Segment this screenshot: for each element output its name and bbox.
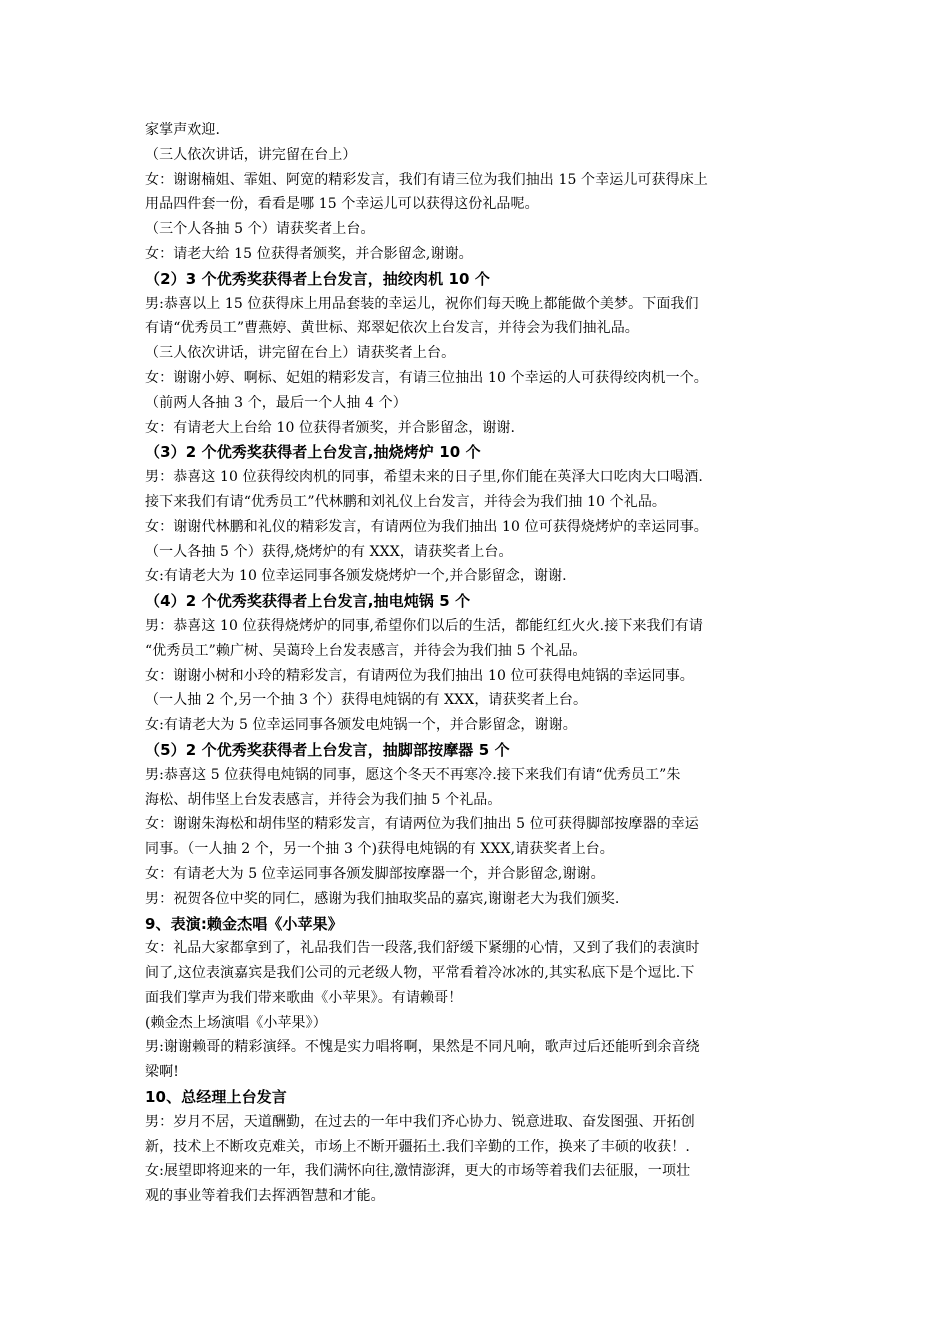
text-line: 女：谢谢代林鹏和礼仪的精彩发言，有请两位为我们抽出 10 位可获得烧烤炉的幸运同事。 — [145, 518, 708, 535]
text-line: 女：谢谢小树和小玲的精彩发言，有请两位为我们抽出 10 位可获得电炖锅的幸运同事。 — [145, 667, 694, 684]
text-line: （三个人各抽 5 个）请获奖者上台。 — [145, 221, 375, 238]
text-line: （三人依次讲话，讲完留在台上）请获奖者上台。 — [145, 345, 456, 362]
text-line: （前两人各抽 3 个，最后一个人抽 4 个） — [145, 394, 407, 411]
text-line: 新，技术上不断攻克难关，市场上不断开疆拓土.我们辛勤的工作，换来了丰硕的收获！. — [145, 1138, 690, 1155]
section-heading: （4）2 个优秀奖获得者上台发言,抽电炖锅 5 个 — [145, 592, 471, 611]
text-line: 女：有请老大上台给 10 位获得者颁奖，并合影留念，谢谢. — [145, 419, 516, 436]
text-line: 女：有请老大为 5 位幸运同事各颁发脚部按摩器一个，并合影留念,谢谢。 — [145, 865, 605, 882]
text-line: 男：祝贺各位中奖的同仁，感谢为我们抽取奖品的嘉宾,谢谢老大为我们颁奖. — [145, 890, 620, 907]
text-line: 用品四件套一份，看看是哪 15 个幸运儿可以获得这份礼品呢。 — [145, 196, 539, 213]
text-line: （一人抽 2 个,另一个抽 3 个）获得电炖锅的有 XXX，请获奖者上台。 — [145, 692, 588, 709]
text-line: 女：谢谢小婷、啊标、妃姐的精彩发言，有请三位抽出 10 个幸运的人可获得绞肉机一个。 — [145, 369, 708, 386]
text-line: 女:有请老大为 5 位幸运同事各颁发电炖锅一个，并合影留念，谢谢。 — [145, 717, 577, 734]
section-heading: 9、表演:赖金杰唱《小苹果》 — [145, 914, 343, 933]
section-heading: （2）3 个优秀奖获得者上台发言，抽绞肉机 10 个 — [145, 269, 491, 288]
text-line: 观的事业等着我们去挥洒智慧和才能。 — [145, 1188, 385, 1205]
text-line: 男:恭喜这 5 位获得电炖锅的同事，愿这个冬天不再寒冷.接下来我们有请“优秀员工”朱 — [145, 766, 681, 783]
text-line: 间了,这位表演嘉宾是我们公司的元老级人物，平常看着冷冰冰的,其实私底下是个逗比.下 — [145, 965, 695, 982]
section-heading: （3）2 个优秀奖获得者上台发言,抽烧烤炉 10 个 — [145, 443, 481, 462]
text-line: 有请“优秀员工”曹燕婷、黄世标、郑翠妃依次上台发言，并待会为我们抽礼品。 — [145, 320, 639, 337]
text-line: 女：谢谢楠姐、霏姐、阿宽的精彩发言，我们有请三位为我们抽出 15 个幸运儿可获得床上 — [145, 171, 708, 188]
text-line: 女：谢谢朱海松和胡伟坚的精彩发言，有请两位为我们抽出 5 位可获得脚部按摩器的幸运 — [145, 816, 699, 833]
section-heading: 10、总经理上台发言 — [145, 1088, 287, 1107]
text-line: 同事。（一人抽 2 个，另一个抽 3 个)获得电炖锅的有 XXX,请获奖者上台。 — [145, 841, 614, 858]
text-line: 女:展望即将迎来的一年，我们满怀向往,激情澎湃，更大的市场等着我们去征服，一项壮 — [145, 1163, 691, 1180]
section-heading: （5）2 个优秀奖获得者上台发言，抽脚部按摩器 5 个 — [145, 740, 510, 759]
text-line: 家掌声欢迎. — [145, 122, 221, 138]
text-line: 男：岁月不居，天道酬勤，在过去的一年中我们齐心协力、锐意进取、奋发图强、开拓创 — [145, 1113, 695, 1130]
text-line: 面我们掌声为我们带来歌曲《小苹果》。有请赖哥！ — [145, 989, 463, 1006]
text-line: “优秀员工”赖广树、吴蔼玲上台发表感言，并待会为我们抽 5 个礼品。 — [145, 642, 587, 659]
text-line: （三人依次讲话，讲完留在台上） — [145, 146, 357, 163]
text-line: 女:有请老大为 10 位幸运同事各颁发烧烤炉一个,并合影留念，谢谢. — [145, 568, 567, 585]
text-line: 男:谢谢赖哥的精彩演绎。不愧是实力唱将啊，果然是不同凡响，歌声过后还能听到余音绕 — [145, 1039, 700, 1056]
text-line: 男：恭喜这 10 位获得绞肉机的同事，希望未来的日子里,你们能在英泽大口吃肉大口喝酒. — [145, 469, 703, 486]
text-line: 女：礼品大家都拿到了，礼品我们告一段落,我们舒缓下紧绷的心情，又到了我们的表演时 — [145, 940, 700, 957]
text-line: 女：请老大给 15 位获得者颁奖，并合影留念,谢谢。 — [145, 245, 473, 262]
text-line: 接下来我们有请“优秀员工”代林鹏和刘礼仪上台发言，并待会为我们抽 10 个礼品。 — [145, 493, 667, 510]
text-line: 男:恭喜以上 15 位获得床上用品套装的幸运儿，祝你们每天晚上都能做个美梦。下面我们 — [145, 295, 699, 312]
text-line: 海松、胡伟坚上台发表感言，并待会为我们抽 5 个礼品。 — [145, 791, 502, 808]
text-line: 梁啊! — [145, 1064, 179, 1081]
text-line: 男：恭喜这 10 位获得烧烤炉的同事,希望你们以后的生活，都能红红火火.接下来我们有请 — [145, 617, 703, 634]
document-page — [145, 118, 825, 1209]
text-line: (赖金杰上场演唱《小苹果》） — [145, 1014, 327, 1031]
text-line: （一人各抽 5 个）获得,烧烤炉的有 XXX，请获奖者上台。 — [145, 543, 513, 560]
